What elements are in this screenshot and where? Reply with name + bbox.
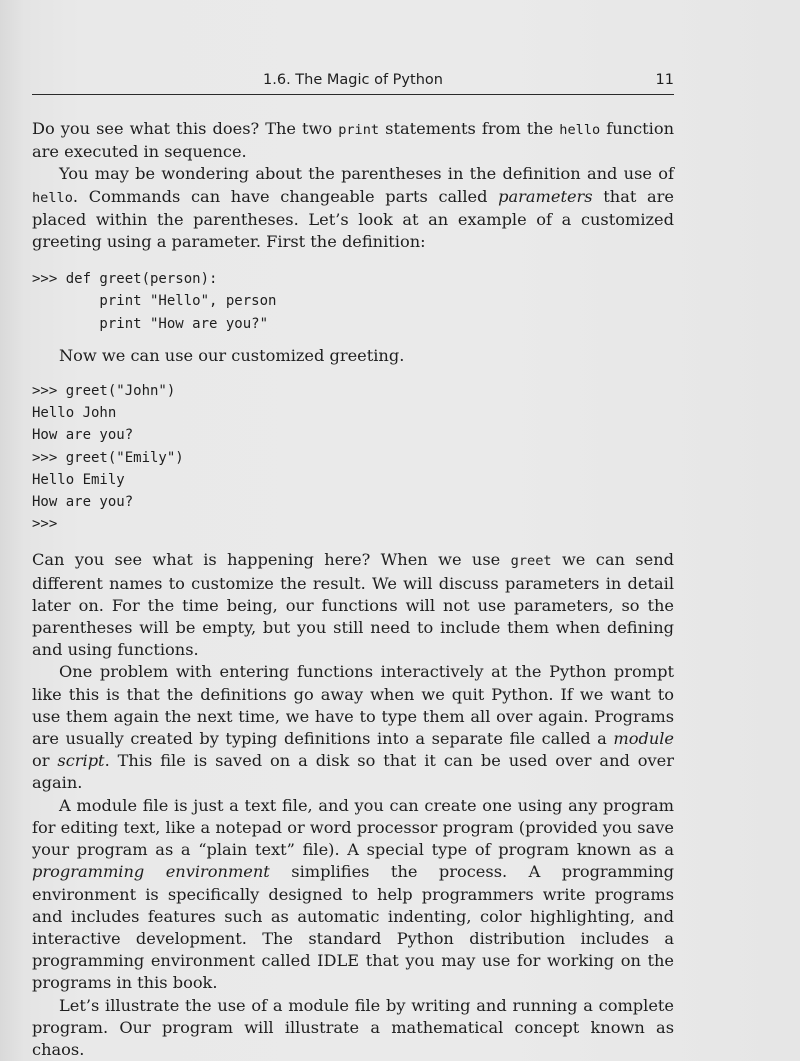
code-line: How are you? <box>32 427 134 444</box>
code-line: How are you? <box>32 494 134 511</box>
paragraph-4: Can you see what is happening here? When we use greet we can send different names to customize the result. We will discuss parameters in detail later on. For the time being, our functions will not use parameters, so the parentheses will be empty, but you still need to include them when defining and using functions. <box>32 550 674 660</box>
term-module: module <box>613 729 674 749</box>
inline-code-hello: hello <box>559 122 601 138</box>
code-block-session <box>32 380 674 535</box>
paragraph-1: Do you see what this does? The two print statements from the hello function are executed in sequence. <box>32 119 674 162</box>
page-body <box>32 118 674 1061</box>
code-line: >>> <box>32 516 58 533</box>
page-number: 11 <box>655 72 674 88</box>
term-script: script <box>57 751 105 771</box>
code-line: >>> greet("John") <box>32 383 176 400</box>
inline-code-print: print <box>338 122 380 138</box>
code-block-definition <box>32 268 674 335</box>
code-line: print "How are you?" <box>32 315 269 332</box>
paragraph-2: You may be wondering about the parentheses in the definition and use of hello. Commands can have changeable parts called parameters that are placed within the parentheses. Let’s look at an example of a customized greeting using a parameter. First the definition: <box>32 164 674 252</box>
paragraph-7: Let’s illustrate the use of a module file by writing and running a complete program. Our program will illustrate a mathematical concept known as chaos. <box>32 995 674 1059</box>
running-header <box>32 70 674 95</box>
code-line: >>> def greet(person): <box>32 271 218 288</box>
paragraph-3: Now we can use our customized greeting. <box>59 345 405 365</box>
code-line: Hello Emily <box>32 471 125 488</box>
code-line: Hello John <box>32 405 117 422</box>
paragraph-5: One problem with entering functions interactively at the Python prompt like this is that the definitions go away when we quit Python. If we want to use them again the next time, we have to type them all over again. Programs are usually created by typing definitions into a separate file called a module or script. This file is saved on a disk so that it can be used over and over again. <box>32 662 674 793</box>
paragraph-6: A module file is just a text file, and you can create one using any program for editing text, like a notepad or word processor program (provided you save your program as a “plain text” file). A special type of program known as a programming environment simplifies the process. A programming environment is specifically designed to help programmers write programs and includes features such as automatic indenting, color highlighting, and interactive development. The standard Python distribution includes a programming environment called IDLE that you may use for working on the programs in this book. <box>32 795 674 993</box>
code-line: >>> greet("Emily") <box>32 449 184 466</box>
term-programming-environment: programming environment <box>32 862 270 882</box>
inline-code-greet: greet <box>510 553 552 570</box>
term-parameters: parameters <box>498 186 593 206</box>
code-line: print "Hello", person <box>32 293 277 310</box>
inline-code-hello: hello <box>32 189 73 206</box>
chapter-section-title: 1.6. The Magic of Python <box>263 72 443 88</box>
